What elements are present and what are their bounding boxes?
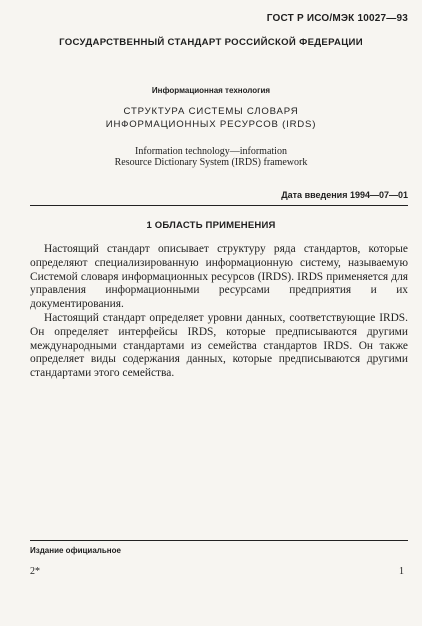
title-en-line-1: Information technology—information — [135, 146, 287, 157]
section-heading: 1 ОБЛАСТЬ ПРИМЕНЕНИЯ — [146, 220, 276, 231]
title-ru-line-1: СТРУКТУРА СИСТЕМЫ СЛОВАРЯ — [123, 106, 299, 117]
gov-standard-header: ГОСУДАРСТВЕННЫЙ СТАНДАРТ РОССИЙСКОЙ ФЕДЕРАЦИИ — [59, 37, 363, 48]
standard-topic: Информационная технология — [151, 86, 271, 95]
title-english — [0, 146, 422, 168]
title-ru-line-2: ИНФОРМАЦИОННЫХ РЕСУРСОВ (IRDS) — [105, 119, 317, 130]
footer-divider-line — [30, 540, 408, 541]
signature-mark: 2* — [30, 566, 40, 577]
title-russian — [0, 105, 422, 131]
introduction-date: Дата введения 1994—07—01 — [281, 190, 408, 200]
paragraph: Настоящий стандарт определяет уровни данных, соответствующие IRDS. Он определяет интерфейсы IRDS, которые предписываются другими международными стандартами из семейства стандартов IRDS. Он также определяет виды содержания данных, которые предписываются другими стандартами этого семейства. — [30, 311, 408, 380]
page-number: 1 — [399, 566, 404, 577]
title-en-line-2: Resource Dictionary System (IRDS) framework — [114, 157, 308, 168]
official-edition-label: Издание официальное — [30, 546, 121, 555]
section-body — [30, 243, 408, 381]
divider-line — [30, 205, 408, 206]
paragraph: Настоящий стандарт описывает структуру ряда стандартов, которые определяют специализированную информационную систему, называемую Системой словаря информационных ресурсов (IRDS). IRDS применяется для управления информационными ресурсами предприятия и их документирования. — [30, 243, 408, 311]
gost-number: ГОСТ Р ИСО/МЭК 10027—93 — [266, 13, 408, 24]
